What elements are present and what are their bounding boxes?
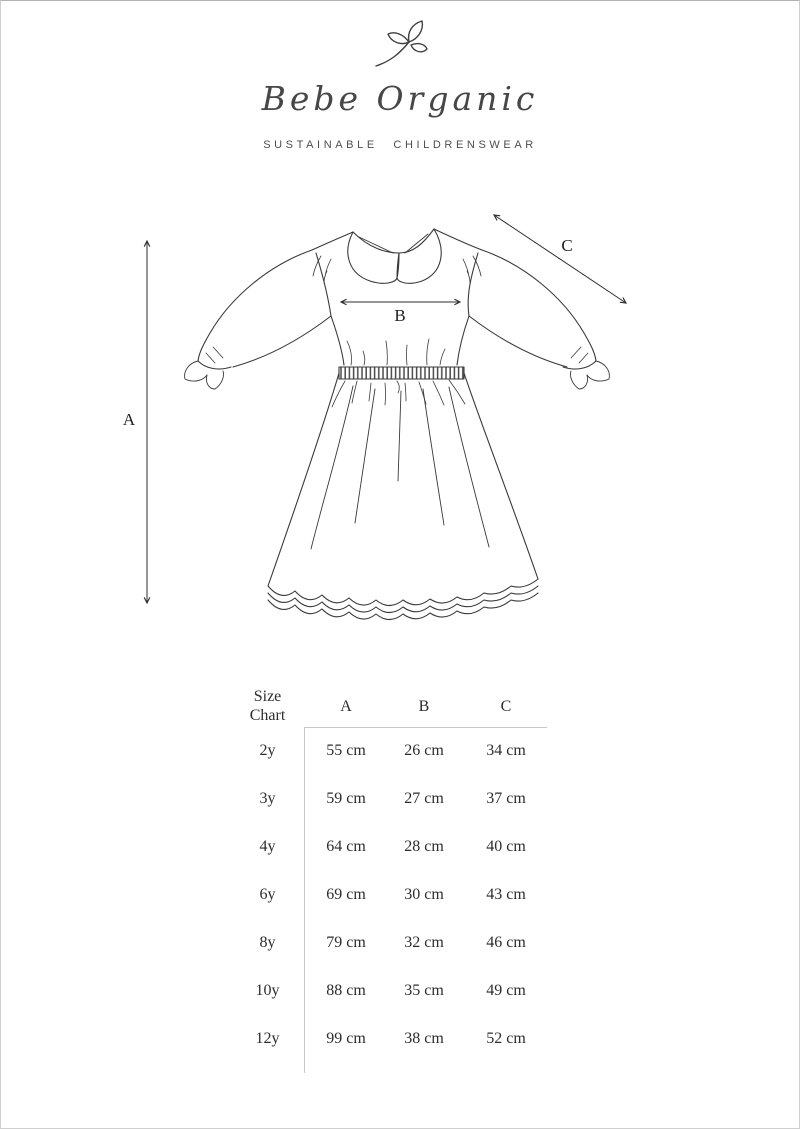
size-chart-table [231, 684, 552, 1063]
table-row [231, 1015, 552, 1063]
column-header-a: A [340, 697, 352, 715]
value-a: 64 cm [326, 838, 366, 855]
column-header-b: B [418, 697, 430, 715]
brand-name: Bebe Organic [261, 79, 539, 118]
dress-measurement-diagram [1, 191, 800, 631]
measure-arrow-c [494, 215, 626, 303]
size-label: 4y [259, 838, 276, 855]
brand-tagline: SUSTAINABLE CHILDRENSWEAR [263, 139, 537, 151]
size-label: 12y [255, 1030, 280, 1047]
size-label: 2y [259, 742, 276, 759]
table-row [231, 775, 552, 823]
size-label: 10y [255, 982, 280, 999]
value-a: 59 cm [326, 790, 366, 807]
size-label: 3y [259, 790, 276, 807]
value-c: 37 cm [486, 790, 526, 807]
size-chart-rows [231, 727, 552, 1063]
measure-label-b: B [394, 306, 406, 325]
value-a: 99 cm [326, 1030, 366, 1047]
size-label: 8y [259, 934, 276, 951]
table-horizontal-rule [305, 727, 547, 728]
size-chart-title-line1: Size [253, 687, 282, 705]
value-c: 46 cm [486, 934, 526, 951]
table-vertical-rule [304, 727, 305, 1073]
value-c: 52 cm [486, 1030, 526, 1047]
size-chart-title [231, 687, 304, 725]
value-b: 32 cm [404, 934, 444, 951]
value-c: 43 cm [486, 886, 526, 903]
size-label: 6y [259, 886, 276, 903]
column-header-c: C [500, 697, 512, 715]
table-row [231, 871, 552, 919]
value-b: 30 cm [404, 886, 444, 903]
value-a: 69 cm [326, 886, 366, 903]
measure-label-c: C [561, 236, 573, 255]
table-row [231, 727, 552, 775]
table-row [231, 823, 552, 871]
value-b: 27 cm [404, 790, 444, 807]
size-chart-header [231, 684, 552, 727]
table-row [231, 919, 552, 967]
value-a: 88 cm [326, 982, 366, 999]
value-c: 49 cm [486, 982, 526, 999]
measure-label-a: A [122, 410, 136, 429]
dress-illustration [185, 229, 610, 620]
value-a: 55 cm [326, 742, 366, 759]
table-row [231, 967, 552, 1015]
value-c: 34 cm [486, 742, 526, 759]
value-b: 28 cm [404, 838, 444, 855]
value-a: 79 cm [326, 934, 366, 951]
value-c: 40 cm [486, 838, 526, 855]
size-chart-title-line2: Chart [249, 706, 286, 724]
value-b: 26 cm [404, 742, 444, 759]
value-b: 38 cm [404, 1030, 444, 1047]
branch-leaves-icon [365, 15, 431, 71]
value-b: 35 cm [404, 982, 444, 999]
